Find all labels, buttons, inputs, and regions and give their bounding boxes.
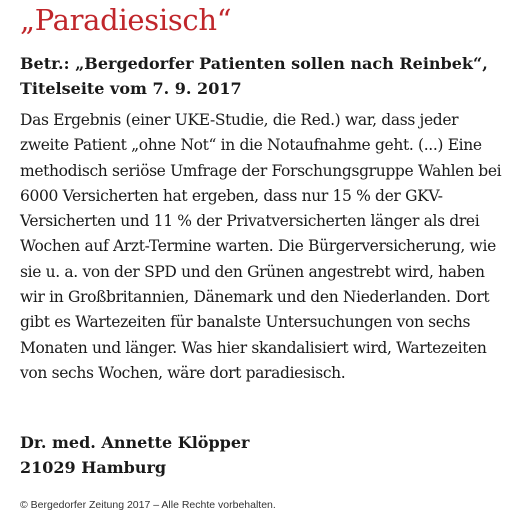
body-line: 6000 Versicherten hat ergeben, dass nur 15 % der GKV- bbox=[20, 186, 443, 205]
subject-line: Titelseite vom 7. 9. 2017 bbox=[20, 79, 242, 98]
body-line: wir in Großbritannien, Dänemark und den Niederlanden. Dort bbox=[20, 288, 490, 307]
copyright-notice: © Bergedorfer Zeitung 2017 – Alle Rechte vorbehalten. bbox=[20, 499, 276, 511]
body-line: zweite Patient „ohne Not“ in die Notaufnahme geht. (...) Eine bbox=[20, 136, 482, 155]
author-name: Dr. med. Annette Klöpper bbox=[20, 433, 250, 452]
subject-line: Betr.: „Bergedorfer Patienten sollen nach Reinbek“, bbox=[20, 54, 488, 73]
body-line: von sechs Wochen, wäre dort paradiesisch. bbox=[20, 363, 346, 382]
body-line: Wochen auf Arzt-Termine warten. Die Bürgerversicherung, wie bbox=[20, 237, 496, 256]
body-line: Das Ergebnis (einer UKE-Studie, die Red.) war, dass jeder bbox=[20, 111, 459, 129]
author-signature bbox=[20, 430, 249, 480]
subject-reference bbox=[20, 51, 500, 101]
body-line: sie u. a. von der SPD und den Grünen angestrebt wird, haben bbox=[20, 262, 485, 281]
body-line: methodisch seriöse Umfrage der Forschungsgruppe Wahlen bei bbox=[20, 161, 502, 180]
body-line: gibt es Wartezeiten für banalste Untersuchungen von sechs bbox=[20, 313, 471, 332]
body-line: Monaten und länger. Was hier skandalisiert wird, Wartezeiten bbox=[20, 338, 487, 357]
letter-body bbox=[20, 108, 504, 386]
headline: „Paradiesisch“ bbox=[20, 3, 232, 37]
body-line: Versicherten und 11 % der Privatversicherten länger als drei bbox=[20, 212, 480, 231]
author-location: 21029 Hamburg bbox=[20, 458, 167, 477]
